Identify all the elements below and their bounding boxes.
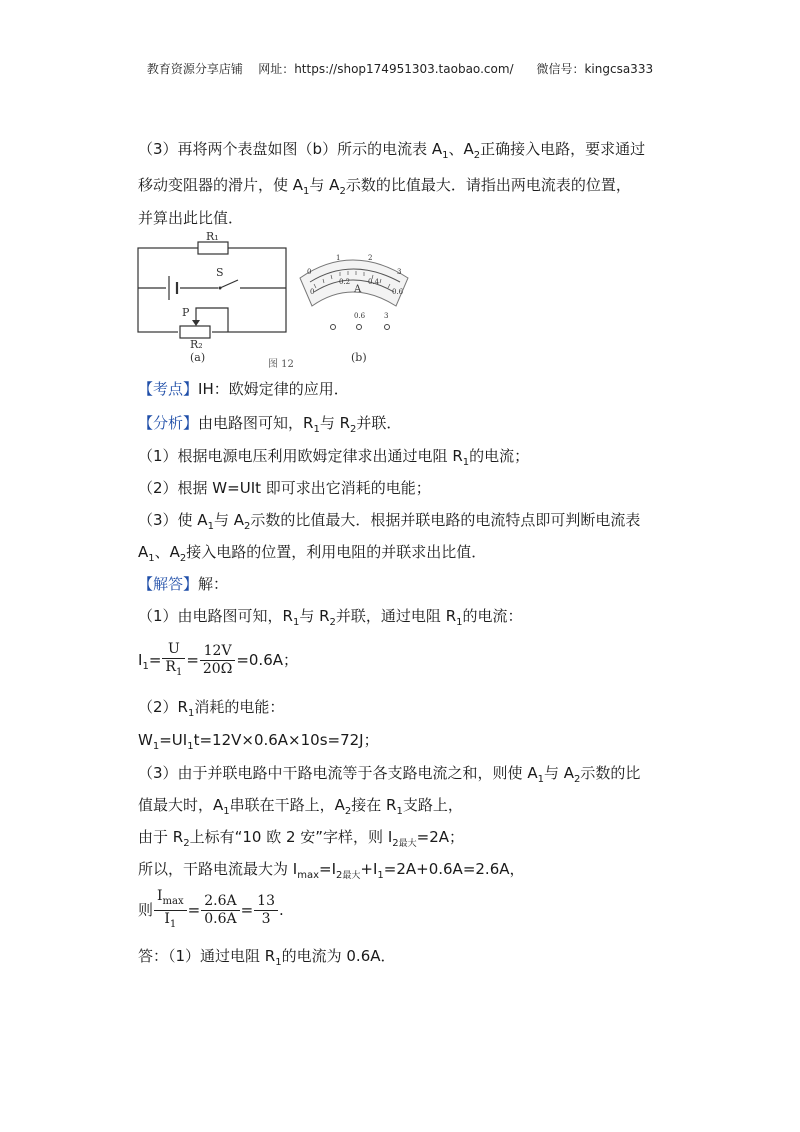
jieda-line-5: 值最大时，$A_1$串联在干路上，$A_2$接在 $R_1$支路上，	[138, 796, 463, 817]
page-header: 教育资源分享店铺 网址：https://shop174951303.taobao.com/ 微信号：kingcsa333	[146, 62, 654, 76]
answer-line: 答：（1）通过电阻 $R_1$的电流为 0.6A．	[138, 947, 396, 968]
jieda-tag: 【解答】	[138, 575, 199, 593]
label-a: (a)	[190, 351, 206, 364]
circuit-figure: R₁ S P R₂ (a) 图 12 (b) 0 1 2 3 0 0.2 0.4 0.6 A 0.6 3	[128, 238, 418, 366]
equation-ratio: 则 $\frac{I_{max}}{I_1}$ = $\frac{2.6A}{0.6A}$ = $\frac{13}{3}$ .	[138, 888, 284, 930]
label-p: P	[182, 306, 190, 319]
shop-url[interactable]: https://shop174951303.taobao.com/	[294, 62, 514, 76]
fenxi-line-5: $A_1$、$A_2$接入电路的位置，利用电阻的并联求出比值．	[138, 543, 487, 564]
battery-icon	[166, 276, 180, 300]
label-b: (b)	[351, 351, 367, 364]
jieda-line-7: 所以，干路电流最大为 $I_{max}=I_{2最大}+I_1=2A+0.6A=2.6A$，	[138, 860, 525, 881]
jieda-line-6: 由于 $R_2$上标有“10 欧 2 安”字样，则 $I_{2最大}=2A$；	[138, 828, 465, 849]
circuit-diagram	[128, 238, 418, 366]
label-r2: R₂	[190, 338, 203, 351]
equation-energy: $W_1=UI_1t=12V\times 0.6A\times 10s=72J$；	[138, 731, 379, 752]
equation-current: $I_1=$ $\frac{U}{R_1}$ = $\frac{12V}{20\Omega}$ =0.6A；	[138, 640, 298, 678]
fenxi-line-3: （2）根据 W=UIt 即可求出它消耗的电能；	[138, 479, 431, 497]
fenxi-tag: 【分析】	[138, 414, 199, 432]
label-r1: R₁	[206, 230, 219, 243]
resistor-r1-icon	[198, 242, 228, 254]
kaodian-tag: 【考点】	[138, 380, 199, 398]
label-s: S	[216, 266, 224, 279]
jieda-line-3: $(2)R_1$消耗的电能：	[138, 698, 285, 719]
kaodian-line: 【考点】IH：欧姆定律的应用．	[138, 380, 349, 398]
question-line-1: （3）再将两个表盘如图（b）所示的电流表 $A_1$、$A_2$正确接入电路，要求通过	[138, 140, 646, 161]
question-line-3: 并算出此比值．	[138, 209, 244, 227]
jieda-line-1: 【解答】解：	[138, 575, 229, 593]
question-line-2: 移动变阻器的滑片，使 $A_1$与 $A_2$示数的比值最大．请指出两电流表的位置，	[138, 176, 631, 197]
jieda-line-2: （1）由电路图可知，$R_1$与 $R_2$并联，通过电阻 $R_1$的电流：	[138, 607, 523, 628]
shop-name: 教育资源分享店铺	[146, 62, 243, 76]
wechat-id: kingcsa333	[584, 62, 654, 76]
jieda-line-4: （3）由于并联电路中干路电流等于各支路电流之和，则使 $A_1$与 $A_2$示数的比	[138, 764, 641, 785]
fenxi-line-1: 【分析】由电路图可知，$R_1$与 $R_2$并联．	[138, 414, 402, 435]
fenxi-line-2: （1）根据电源电压利用欧姆定律求出通过电阻 $R_1$的电流；	[138, 447, 530, 468]
switch-icon	[218, 280, 240, 293]
label-fig: 图 12	[268, 359, 294, 370]
fenxi-line-4: （3）使 $A_1$与 $A_2$示数的比值最大．根据并联电路的电流特点即可判断电流表	[138, 511, 641, 532]
